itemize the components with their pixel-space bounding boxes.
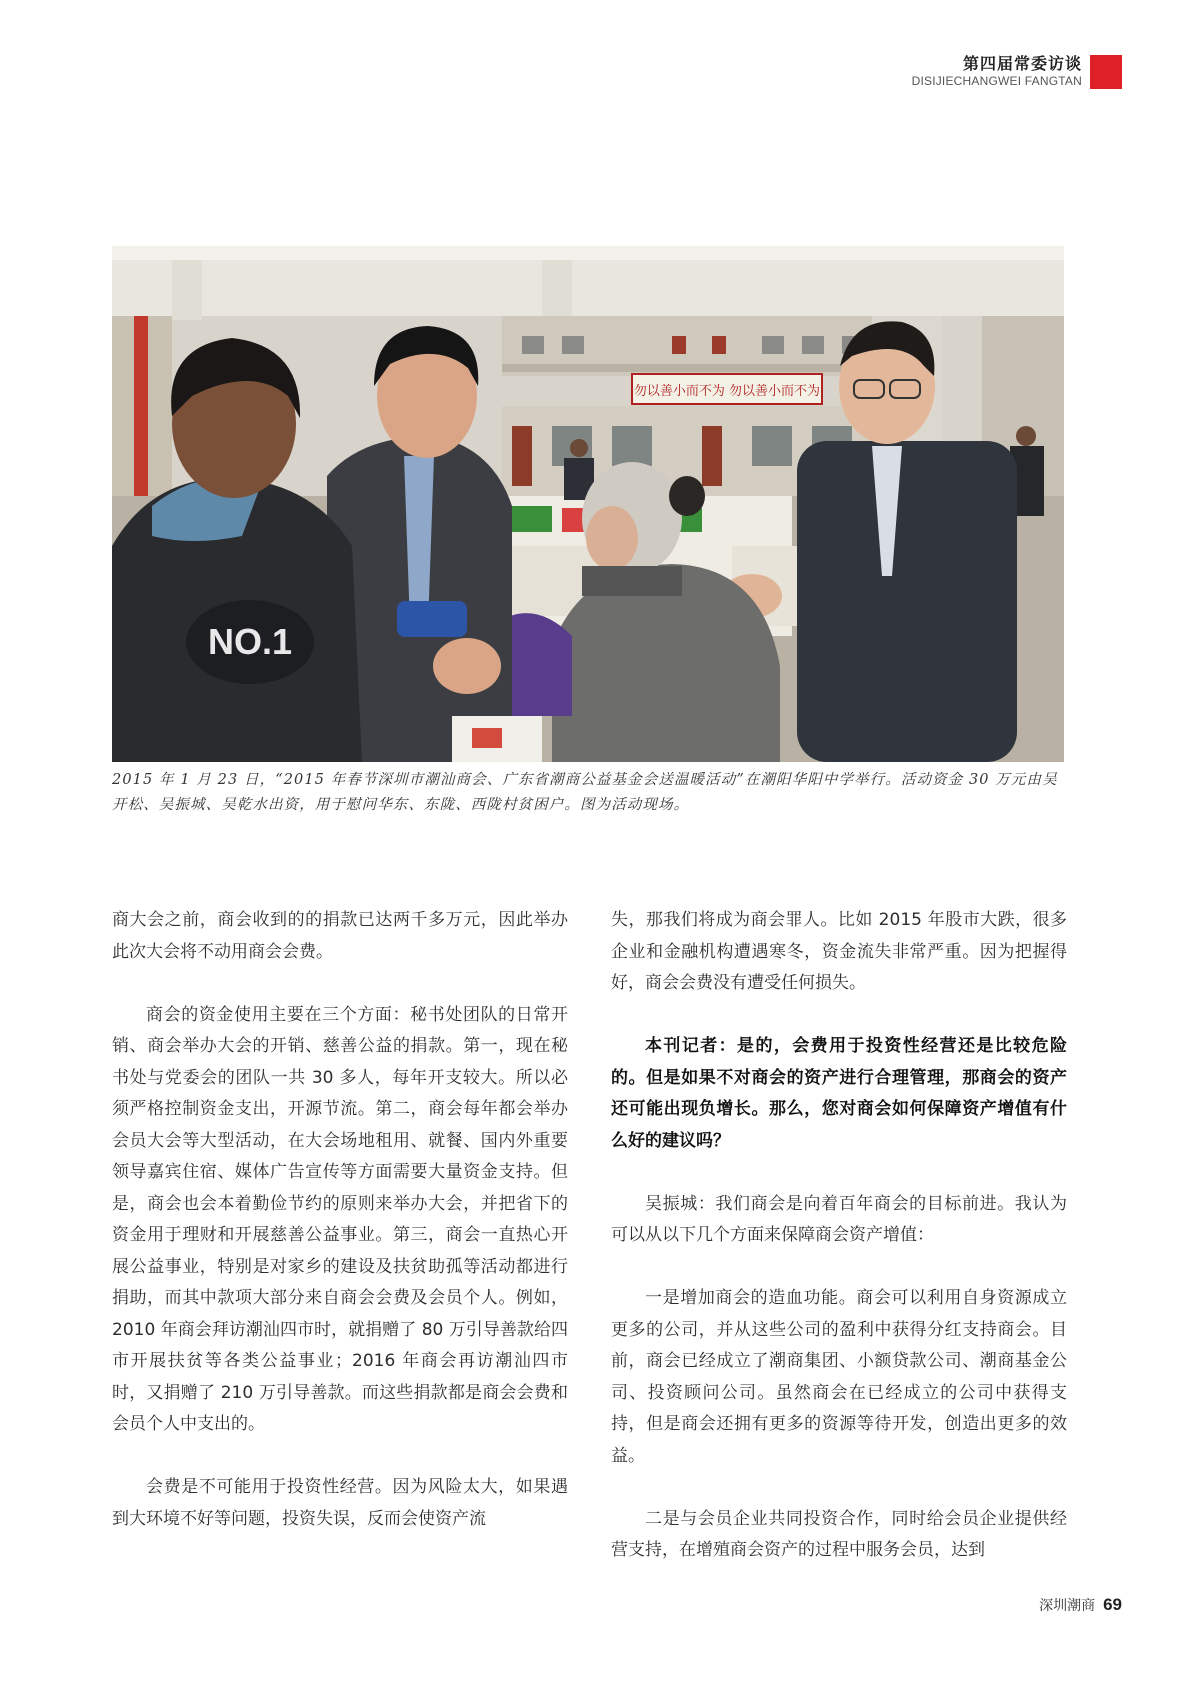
page-number: 69: [1103, 1595, 1122, 1614]
event-photo: [112, 246, 1064, 762]
red-section-tab: [1090, 55, 1122, 89]
paragraph: 商会的资金使用主要在三个方面：秘书处团队的日常开销、商会举办大会的开销、慈善公益的捐款。第一，现在秘书处与党委会的团队一共 30 多人，每年开支较大。所以必须严格控制资金支出，开源节流。第二，商会每年都会举办会员大会等大型活动，在大会场地租用、就餐、国内外重要领导嘉宾住宿、媒体广告宣传等方面需要大量资金支持。但是，商会也会本着勤俭节约的原则来举办大会，并把省下的资金用于理财和开展慈善公益事业。第三，商会一直热心开展公益事业，特别是对家乡的建设及扶贫助孤等活动都进行捐助，而其中款项大部分来自商会会费及会员个人。例如，2010 年商会拜访潮汕四市时，就捐赠了 80 万引导善款给四市开展扶贫等各类公益事业；2016 年商会再访潮汕四市时，又捐赠了 210 万引导善款。而这些捐款都是商会会费和会员个人中支出的。: [112, 1004, 568, 1434]
magazine-name: 深圳潮商: [1039, 1598, 1096, 1614]
section-title: 第四届常委访谈: [962, 54, 1082, 73]
section-subtitle: DISIJIECHANGWEI FANGTAN: [911, 74, 1082, 88]
page-header: [912, 55, 1122, 89]
interviewer-question: 本刊记者：是的，会费用于投资性经营还是比较危险的。但是如果不对商会的资产进行合理管理，那商会的资产还可能出现负增长。那么，您对商会如何保障资产增值有什么好的建议吗？: [611, 1036, 1067, 1151]
interviewee-answer: 吴振城：我们商会是向着百年商会的目标前进。我认为可以从以下几个方面来保障商会资产增值：: [611, 1193, 1067, 1245]
photo-caption: 2015 年 1 月 23 日，“2015 年春节深圳市潮汕商会、广东省潮商公益基金会送温暖活动”在潮阳华阳中学举行。活动资金 30 万元由吴开松、吴振城、吴乾水出资，用于慰问华东、东陇、西陇村贫困户。图为活动现场。: [112, 772, 1058, 813]
paragraph: 会费是不可能用于投资性经营。因为风险太大，如果遇到大环境不好等问题，投资失误，反而会使资产流: [112, 1477, 568, 1529]
jacket-print: NO.1: [207, 621, 293, 662]
paragraph: 二是与会员企业共同投资合作，同时给会员企业提供经营支持，在增殖商会资产的过程中服务会员，达到: [611, 1508, 1067, 1560]
paragraph: 商大会之前，商会收到的的捐款已达两千多万元，因此举办此次大会将不动用商会会费。: [112, 910, 568, 962]
article-column-left: [112, 905, 568, 1535]
banner-text: 勿以善小而不为 勿以善小而不为: [633, 384, 821, 399]
paragraph: 失，那我们将成为商会罪人。比如 2015 年股市大跌，很多企业和金融机构遭遇寒冬，资金流失非常严重。因为把握得好，商会会费没有遭受任何损失。: [611, 910, 1067, 993]
article-column-right: [611, 905, 1067, 1567]
paragraph: 一是增加商会的造血功能。商会可以利用自身资源成立更多的公司，并从这些公司的盈利中获得分红支持商会。目前，商会已经成立了潮商集团、小额贷款公司、潮商基金公司、投资顾问公司。虽然商会在已经成立的公司中获得支持，但是商会还拥有更多的资源等待开发，创造出更多的效益。: [611, 1288, 1067, 1466]
page-footer: [1039, 1595, 1122, 1615]
